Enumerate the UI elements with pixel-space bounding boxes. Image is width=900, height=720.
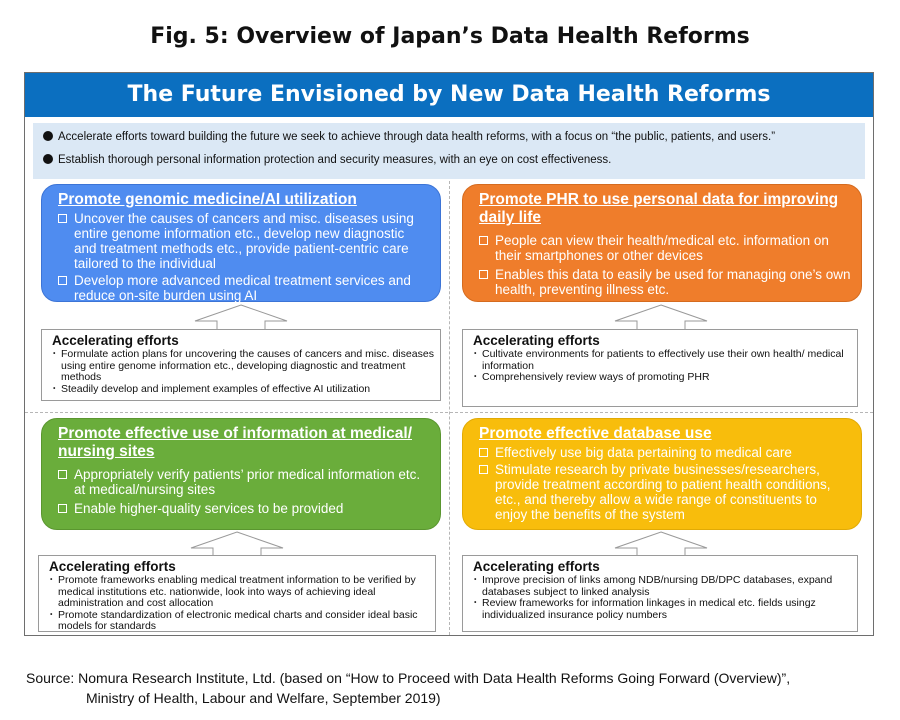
- bullet-dot-icon: [43, 131, 53, 141]
- intro-panel: [33, 123, 865, 179]
- accelerating-efforts-database: [462, 555, 858, 632]
- source-line-1: Source: Nomura Research Institute, Ltd. (based on “How to Proceed with Data Health Reforms Going Forward (Overview)”,: [26, 670, 791, 686]
- checkbox-square-icon: [479, 465, 488, 474]
- efforts-item: ・ Comprehensively review ways of promoting PHR: [473, 372, 851, 384]
- checkbox-square-icon: [479, 270, 488, 279]
- panel-item-text: People can view their health/medical etc. information on their smartphones or other devices: [495, 233, 829, 263]
- up-arrow-icon: [611, 530, 711, 558]
- efforts-title: Accelerating efforts: [473, 559, 600, 574]
- efforts-item: ・ Promote frameworks enabling medical treatment information to be verified by medical institutions etc. nationwide, look into ways of achieving ideal administration and cost allocation: [49, 575, 429, 610]
- checkbox-square-icon: [58, 470, 67, 479]
- intro-text: Establish thorough personal information protection and security measures, with an eye on cost effectiveness.: [58, 154, 612, 166]
- checkbox-square-icon: [479, 236, 488, 245]
- panel-title: Promote PHR to use personal data for improving daily life: [479, 191, 839, 226]
- panel-title: Promote effective database use: [479, 425, 712, 442]
- checkbox-square-icon: [58, 214, 67, 223]
- database-panel: [462, 418, 862, 530]
- medical-nursing-panel: [41, 418, 441, 530]
- panel-item: [58, 467, 430, 497]
- panel-item-text: Effectively use big data pertaining to medical care: [495, 445, 792, 460]
- source-line-2: Ministry of Health, Labour and Welfare, September 2019): [86, 690, 441, 706]
- bullet-dot-icon: [43, 154, 53, 164]
- efforts-item: ・ Steadily develop and implement examples of effective AI utilization: [52, 384, 434, 396]
- genomic-medicine-panel: [41, 184, 441, 302]
- panel-item: [58, 501, 430, 516]
- checkbox-square-icon: [58, 276, 67, 285]
- panel-item-text: Uncover the causes of cancers and misc. diseases using entire genome information etc., develop new diagnostic and treatment methods etc., provide patient-centric care tailored to the individual: [74, 211, 414, 271]
- accelerating-efforts-medical: [38, 555, 436, 632]
- intro-item: [43, 154, 611, 166]
- efforts-title: Accelerating efforts: [473, 333, 600, 348]
- efforts-item: ・ Formulate action plans for uncovering the causes of cancers and misc. diseases using entire genome information etc., developing diagnostic and treatment methods: [52, 349, 434, 384]
- efforts-title: Accelerating efforts: [52, 333, 179, 348]
- up-arrow-icon: [187, 530, 287, 558]
- efforts-item: ・ Cultivate environments for patients to effectively use their own health/ medical information: [473, 349, 851, 372]
- panel-item: [479, 267, 851, 297]
- banner-title: The Future Envisioned by New Data Health Reforms: [25, 73, 873, 117]
- efforts-title: Accelerating efforts: [49, 559, 176, 574]
- diagram-frame: [24, 72, 874, 636]
- panel-item-text: Stimulate research by private businesses/researchers, provide treatment according to patient health conditions, etc., and thereby allow a wide range of constituents to enjoy the benefits of the system: [495, 462, 831, 522]
- up-arrow-icon: [611, 303, 711, 331]
- checkbox-square-icon: [58, 504, 67, 513]
- panel-item: [58, 273, 430, 303]
- panel-item-text: Enables this data to easily be used for managing one’s own health, preventing illness etc.: [495, 267, 851, 297]
- accelerating-efforts-phr: [462, 329, 858, 407]
- accelerating-efforts-genomic: [41, 329, 441, 401]
- panel-item-text: Develop more advanced medical treatment services and reduce on-site burden using AI: [74, 273, 411, 303]
- figure-title: Fig. 5: Overview of Japan’s Data Health Reforms: [150, 24, 750, 49]
- panel-item: [479, 462, 851, 522]
- efforts-item: ・ Review frameworks for information linkages in medical etc. fields usingz individualized insurance policy numbers: [473, 598, 851, 621]
- efforts-item: ・ Improve precision of links among NDB/nursing DB/DPC databases, expand databases subject to linked analysis: [473, 575, 851, 598]
- checkbox-square-icon: [479, 448, 488, 457]
- intro-text: Accelerate efforts toward building the future we seek to achieve through data health reforms, with a focus on “the public, patients, and users.”: [58, 131, 776, 143]
- panel-item: [58, 211, 430, 271]
- phr-panel: [462, 184, 862, 302]
- panel-item: [479, 233, 851, 263]
- panel-item-text: Enable higher-quality services to be provided: [74, 501, 344, 516]
- intro-item: [43, 131, 775, 143]
- vertical-divider: [449, 181, 450, 635]
- panel-title: Promote genomic medicine/AI utilization: [58, 191, 357, 208]
- up-arrow-icon: [191, 303, 291, 331]
- source-note: [26, 668, 886, 708]
- panel-item-text: Appropriately verify patients’ prior medical information etc. at medical/nursing sites: [74, 467, 421, 497]
- efforts-item: ・ Promote standardization of electronic medical charts and consider ideal basic models for standards: [49, 610, 429, 633]
- panel-item: [479, 445, 851, 460]
- panel-title: Promote effective use of information at medical/ nursing sites: [58, 425, 412, 460]
